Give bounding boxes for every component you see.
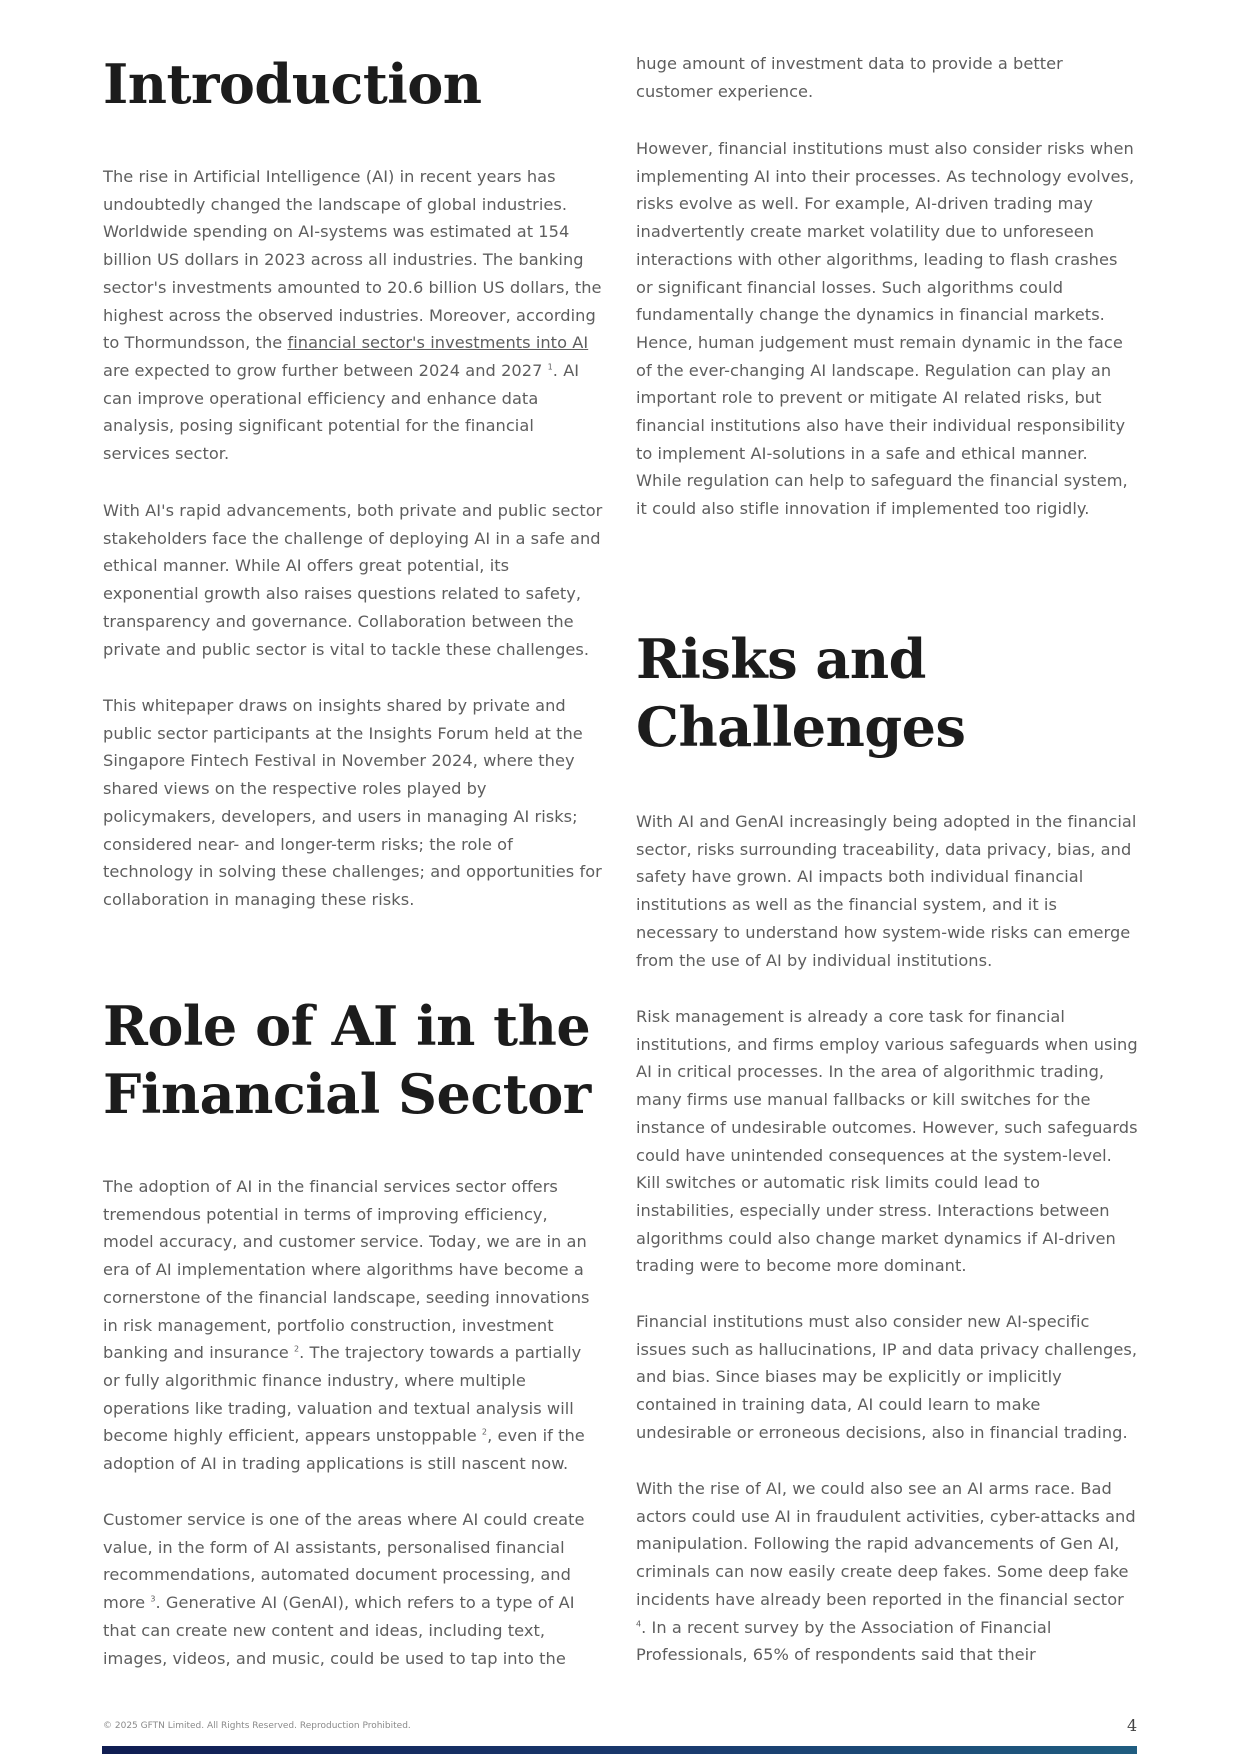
role-p2-text-b: . Generative AI (GenAI), which refers to a type of AI that can create new content and ideas, including text, images, videos, and music, could be used to tap into the [103, 1593, 575, 1668]
continued-paragraph: huge amount of investment data to provide a better customer experience. [636, 54, 1063, 101]
role-paragraph-2 [103, 1506, 603, 1672]
intro-paragraph-3: This whitepaper draws on insights shared by private and public sector participants at the Insights Forum held at the Singapore Fintech Festival in November 2024, where they shared views on the respective roles played by policymakers, developers, and users in managing AI risks; considered near- and longer-term risks; the role of technology in solving these challenges; and opportunities for collaboration in managing these risks. [103, 696, 602, 909]
financial-sector-investments-link[interactable]: financial sector's investments into AI [287, 333, 589, 353]
intro-p1-text-a: The rise in Artificial Intelligence (AI) in recent years has undoubtedly changed the landscape of global industries. Worldwide spending on AI-systems was estimated at 154 billion US dollars in 2023 across all industries. The banking sector's investments amounted to 20.6 billion US dollars, the highest across the observed industries. Moreover, according to Thormundsson, the [103, 167, 602, 353]
footer-gradient-bar [102, 1746, 1137, 1754]
risks-paragraph-1: With AI and GenAI increasingly being adopted in the financial sector, risks surrounding traceability, data privacy, bias, and safety have grown. AI impacts both individual financial institutions as well as the financial system, and it is necessary to understand how system-wide risks can emerge from the use of AI by individual institutions. [636, 812, 1137, 970]
copyright-notice: © 2025 GFTN Limited. All Rights Reserved. Reproduction Prohibited. [103, 1721, 411, 1731]
footnote-ref-1: 1 [547, 362, 553, 372]
role-of-ai-heading [103, 992, 603, 1128]
risks-paragraph-2: Risk management is already a core task for financial institutions, and firms employ various safeguards when using AI in critical processes. In the area of algorithmic trading, many firms use manual fallbacks or kill switches for the instance of undesirable outcomes. However, such safeguards could have unintended consequences at the system-level. Kill switches or automatic risk limits could lead to instabilities, especially under stress. Interactions between algorithms could also change market dynamics if AI-driven trading were to become more dominant. [636, 1007, 1138, 1276]
role-p2-text-a: Customer service is one of the areas where AI could create value, in the form of AI assistants, personalised financial recommendations, automated document processing, and more [103, 1510, 585, 1613]
role-paragraph-1 [103, 1173, 603, 1478]
footnote-ref-2a: 2 [294, 1344, 300, 1354]
role-p1-text-b: . The trajectory towards a partially or fully algorithmic finance industry, where multiple operations like trading, valuation and textual analysis will become highly efficient, appears unstoppable [103, 1343, 582, 1446]
page-number: 4 [1127, 1716, 1138, 1735]
intro-paragraph-1 [103, 163, 603, 468]
risks-intro-paragraph: However, financial institutions must also consider risks when implementing AI into their processes. As technology evolves, risks evolve as well. For example, AI-driven trading may inadvertently create market volatility due to unforeseen interactions with other algorithms, leading to flash crashes or significant financial losses. Such algorithms could fundamentally change the dynamics in financial markets. Hence, human judgement must remain dynamic in the face of the ever-changing AI landscape. Regulation can play an important role to prevent or mitigate AI related risks, but financial institutions also have their individual responsibility to implement AI-solutions in a safe and ethical manner. While regulation can help to safeguard the financial system, it could also stifle innovation if implemented too rigidly. [636, 139, 1135, 519]
risks-p4-text-b: . In a recent survey by the Association of Financial Professionals, 65% of respondents said that their [636, 1617, 1052, 1665]
intro-p1-text-b: are expected to grow further between 2024 and 2027 [103, 360, 548, 380]
footnote-ref-4: 4 [636, 1619, 642, 1629]
footnote-ref-3: 3 [150, 1594, 156, 1604]
footnote-ref-2b: 2 [481, 1427, 488, 1437]
intro-paragraph-2: With AI's rapid advancements, both private and public sector stakeholders face the challenge of deploying AI in a safe and ethical manner. While AI offers great potential, its exponential growth also raises questions related to safety, transparency and governance. Collaboration between the private and public sector is vital to tackle these challenges. [103, 501, 603, 659]
risks-heading-line-2: Challenges [636, 695, 966, 759]
risks-paragraph-3: Financial institutions must also consider new AI-specific issues such as hallucinations, IP and data privacy challenges, and bias. Since biases may be explicitly or implicitly contained in training data, AI could learn to make undesirable or erroneous decisions, also in financial trading. [636, 1312, 1138, 1442]
introduction-heading: Introduction [103, 52, 482, 116]
risks-paragraph-4 [636, 1475, 1138, 1669]
risks-p4-text-a: With the rise of AI, we could also see an AI arms race. Bad actors could use AI in fraudulent activities, cyber-attacks and manipulation. Following the rapid advancements of Gen AI, criminals can now easily create deep fakes. Some deep fake incidents have already been reported in the financial sector [636, 1479, 1136, 1609]
role-heading-line-1: Role of AI in the [103, 994, 591, 1058]
risks-and-challenges-heading [636, 625, 1138, 761]
risks-heading-line-1: Risks and [636, 627, 926, 691]
intro-p1-text-c: . AI can improve operational efficiency and enhance data analysis, posing significant potential for the financial services sector. [103, 360, 580, 464]
role-p1-text-c: , even if the adoption of AI in trading applications is still nascent now. [103, 1426, 585, 1474]
role-heading-line-2: Financial Sector [103, 1062, 591, 1126]
role-p1-text-a: The adoption of AI in the financial services sector offers tremendous potential in terms of improving efficiency, model accuracy, and customer service. Today, we are in an era of AI implementation where algorithms have become a cornerstone of the financial landscape, seeding innovations in risk management, portfolio construction, investment banking and insurance [103, 1177, 590, 1363]
